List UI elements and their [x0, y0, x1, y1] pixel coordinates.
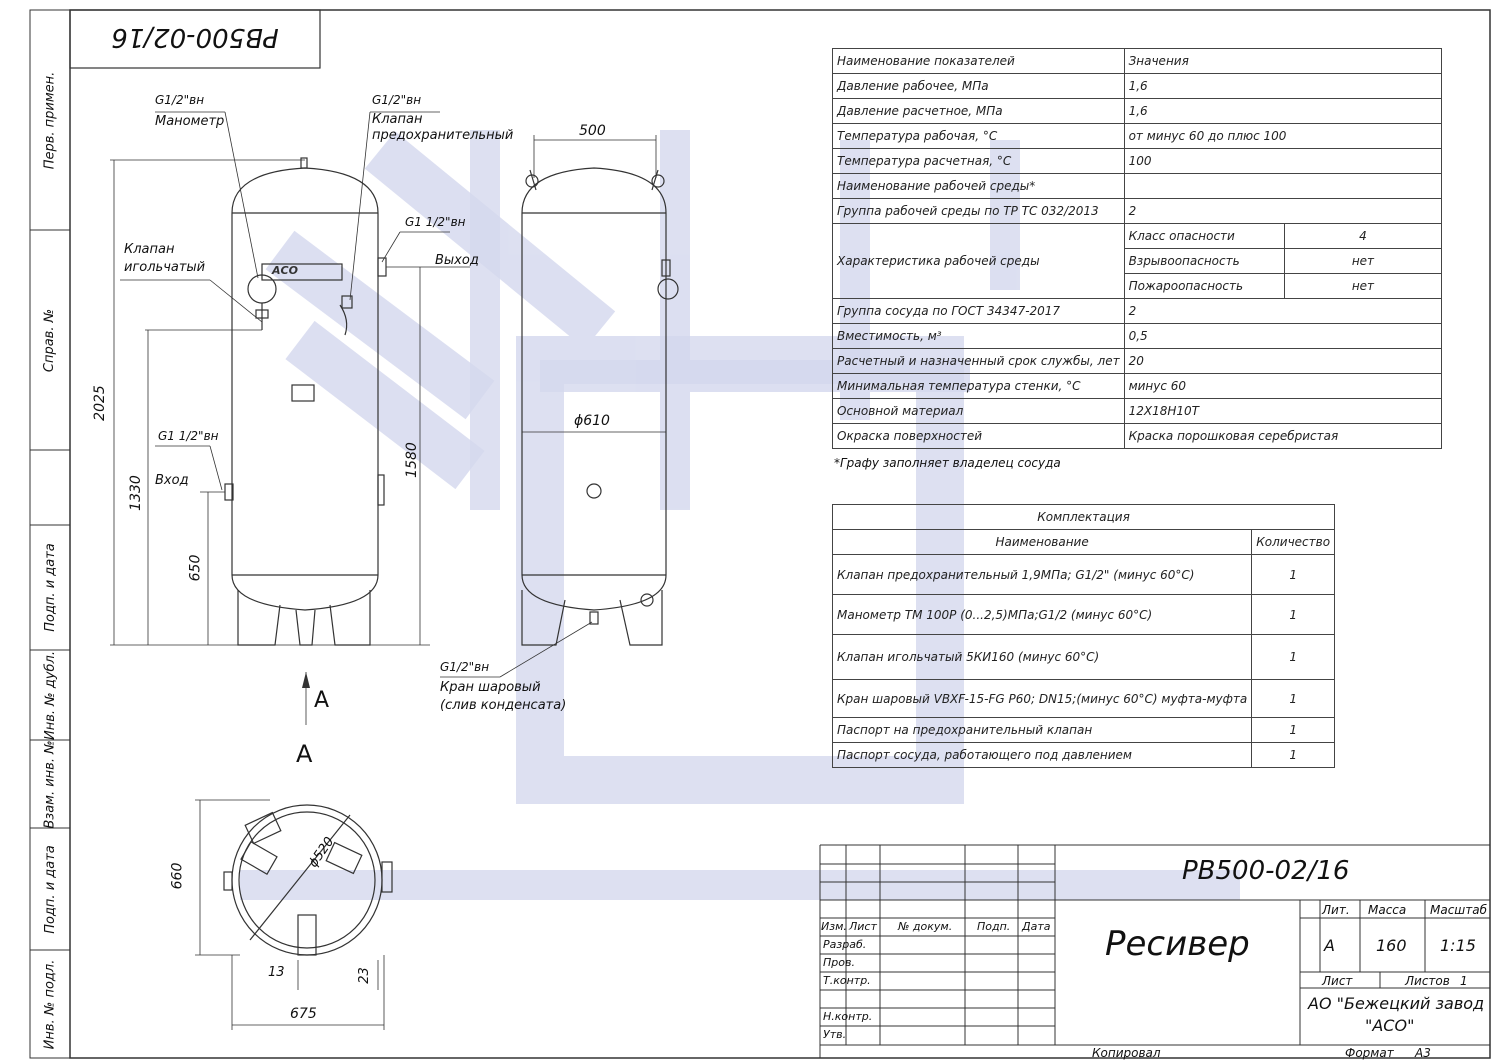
safety-valve-thread-label: G1/2"вн	[372, 93, 422, 107]
medium-value: нет	[1284, 249, 1441, 274]
table-row	[833, 555, 1335, 595]
dim-height-1580: 1580	[403, 442, 420, 478]
table-row	[833, 324, 1442, 349]
table-row	[833, 174, 1442, 199]
kit-item-qty: 1	[1252, 718, 1335, 743]
sidebar-cell-sign-date-1: Подп. и дата	[42, 543, 58, 632]
sidebar-cell-dup-inv: Инв. № дубл.	[42, 650, 58, 740]
title-part-name: Ресивер	[1105, 924, 1250, 964]
spec-name: Наименование показателей	[833, 49, 1125, 74]
dim-plan-23: 23	[356, 967, 372, 984]
tb-role-tech-control: Т.контр.	[823, 974, 871, 987]
kit-item-name: Паспорт сосуда, работающего под давлением	[833, 743, 1252, 768]
spec-value: минус 60	[1124, 374, 1441, 399]
manometer-thread-label: G1/2"вн	[155, 93, 205, 107]
table-row	[833, 124, 1442, 149]
kit-header-name: Наименование	[833, 530, 1252, 555]
spec-value: Краска порошковая серебристая	[1124, 424, 1441, 449]
kit-item-name: Манометр ТМ 100Р (0...2,5)МПа;G1/2 (минус 60°С)	[833, 595, 1252, 635]
spec-value: Значения	[1124, 49, 1441, 74]
tb-col-sign: Подп.	[977, 920, 1011, 933]
drain-valve-label-1: Кран шаровый	[440, 680, 541, 695]
spec-value: 1,6	[1124, 74, 1441, 99]
spec-name: Группа рабочей среды по ТР ТС 032/2013	[833, 199, 1125, 224]
medium-value: 4	[1284, 224, 1441, 249]
view-a-arrow-label: A	[314, 688, 330, 713]
table-row	[833, 399, 1442, 424]
view-a-title: A	[296, 740, 313, 768]
table-row	[833, 530, 1335, 555]
tb-col-doc: № докум.	[898, 920, 953, 933]
sidebar-cell-first-use: Перв. примен.	[42, 71, 58, 169]
spec-name: Наименование рабочей среды*	[833, 174, 1125, 199]
kit-item-qty: 1	[1252, 595, 1335, 635]
dim-plan-13: 13	[268, 965, 285, 980]
table-row	[833, 595, 1335, 635]
kit-item-qty: 1	[1252, 680, 1335, 718]
table-row	[833, 349, 1442, 374]
drain-thread-label: G1/2"вн	[440, 660, 490, 674]
tb-scale-value: 1:15	[1440, 936, 1476, 955]
medium-value: нет	[1284, 274, 1441, 299]
tb-mass-label: Масса	[1368, 903, 1407, 917]
safety-valve-label-1: Клапан	[372, 112, 423, 127]
kit-header-qty: Количество	[1252, 530, 1335, 555]
tb-sheet-label: Лист	[1322, 974, 1353, 988]
outlet-thread-label: G1 1/2"вн	[405, 215, 466, 229]
dim-height-1330: 1330	[127, 475, 144, 511]
safety-valve-label-2: предохранительный	[372, 128, 514, 143]
table-row	[833, 74, 1442, 99]
spec-value: 2	[1124, 299, 1441, 324]
kit-item-qty: 1	[1252, 743, 1335, 768]
drain-valve-label-2: (слив конденсата)	[440, 698, 567, 713]
dim-plan-660: 660	[169, 862, 186, 890]
needle-valve-label-1: Клапан	[124, 242, 175, 257]
spec-name: Минимальная температура стенки, °С	[833, 374, 1125, 399]
dim-width-500: 500	[579, 123, 606, 139]
tb-role-approved: Утв.	[823, 1028, 847, 1041]
sidebar-cell-reference: Справ. №	[42, 308, 58, 372]
kit-item-name: Клапан игольчатый 5КИ160 (минус 60°С)	[833, 635, 1252, 680]
spec-name: Расчетный и назначенный срок службы, лет	[833, 349, 1125, 374]
dim-diameter-610: ϕ610	[574, 413, 610, 429]
title-drawing-number: PB500-02/16	[1182, 856, 1350, 886]
medium-param: Пожароопасность	[1124, 274, 1284, 299]
spec-value: 20	[1124, 349, 1441, 374]
dim-plan-diameter-520: ϕ520	[305, 834, 338, 871]
spec-name: Температура рабочая, °С	[833, 124, 1125, 149]
spec-table	[832, 48, 1442, 449]
table-row	[833, 199, 1442, 224]
tb-company-line1: АО "Бежецкий завод	[1308, 994, 1485, 1013]
spec-name: Давление рабочее, МПа	[833, 74, 1125, 99]
manometer-label: Манометр	[155, 114, 225, 129]
drawing-number-rotated: PB500-02/16	[111, 22, 279, 52]
tb-role-norm-control: Н.контр.	[823, 1010, 873, 1023]
table-row	[833, 49, 1442, 74]
table-row	[833, 424, 1442, 449]
inlet-thread-label: G1 1/2"вн	[158, 429, 219, 443]
kit-item-qty: 1	[1252, 635, 1335, 680]
dim-plan-675: 675	[290, 1006, 317, 1022]
table-row	[833, 505, 1335, 530]
spec-name: Давление расчетное, МПа	[833, 99, 1125, 124]
table-row	[833, 149, 1442, 174]
spec-value: 100	[1124, 149, 1441, 174]
dim-height-2025: 2025	[91, 385, 108, 421]
spec-value	[1124, 174, 1441, 199]
table-row	[833, 99, 1442, 124]
tb-lit-label: Лит.	[1322, 903, 1350, 917]
medium-label: Характеристика рабочей среды	[833, 224, 1125, 299]
tb-copied: Копировал	[1092, 1046, 1161, 1060]
spec-value: от минус 60 до плюс 100	[1124, 124, 1441, 149]
table-row	[833, 299, 1442, 324]
table-row	[833, 374, 1442, 399]
medium-param: Класс опасности	[1124, 224, 1284, 249]
sidebar-cell-sign-date-2: Подп. и дата	[42, 844, 58, 934]
spec-name: Температура расчетная, °С	[833, 149, 1125, 174]
kit-title: Комплектация	[833, 505, 1335, 530]
spec-value: 12Х18Н10Т	[1124, 399, 1441, 424]
tb-role-developer: Разраб.	[823, 938, 867, 951]
kit-item-name: Паспорт на предохранительный клапан	[833, 718, 1252, 743]
dim-height-650: 650	[187, 554, 204, 582]
spec-value: 0,5	[1124, 324, 1441, 349]
tb-sheets-value: 1	[1460, 974, 1468, 988]
kit-table	[832, 504, 1335, 768]
tb-col-change: Изм.	[821, 920, 847, 933]
tb-company-line2: "АСО"	[1365, 1016, 1415, 1035]
spec-name: Окраска поверхностей	[833, 424, 1125, 449]
inlet-label: Вход	[155, 473, 189, 488]
kit-item-qty: 1	[1252, 555, 1335, 595]
outlet-label: Выход	[435, 253, 479, 268]
medium-param: Взрывоопасность	[1124, 249, 1284, 274]
spec-name: Группа сосуда по ГОСТ 34347-2017	[833, 299, 1125, 324]
sidebar-cell-orig-inv: Инв. № подл.	[42, 959, 58, 1049]
tb-lit-value: А	[1324, 936, 1335, 955]
tb-sheets-label: Листов	[1405, 974, 1450, 988]
table-row	[833, 635, 1335, 680]
aco-logo: АСО	[272, 264, 298, 277]
tb-mass-value: 160	[1376, 936, 1407, 955]
needle-valve-label-2: игольчатый	[124, 260, 206, 275]
tb-col-sheet: Лист	[849, 920, 877, 933]
table-row	[833, 743, 1335, 768]
kit-item-name: Клапан предохранительный 1,9МПа; G1/2" (минус 60°С)	[833, 555, 1252, 595]
table-row	[833, 680, 1335, 718]
table-row	[833, 224, 1442, 249]
spec-name: Основной материал	[833, 399, 1125, 424]
spec-value: 1,6	[1124, 99, 1441, 124]
table-row	[833, 718, 1335, 743]
spec-value: 2	[1124, 199, 1441, 224]
sidebar-cell-replace-inv: Взам. инв. №	[42, 739, 58, 829]
tb-format-value: А3	[1415, 1046, 1431, 1060]
tb-col-date: Дата	[1022, 920, 1051, 933]
tb-scale-label: Масштаб	[1430, 903, 1488, 917]
tb-format-label: Формат	[1345, 1046, 1394, 1060]
spec-name: Вместимость, м³	[833, 324, 1125, 349]
tb-role-checker: Пров.	[823, 956, 855, 969]
kit-item-name: Кран шаровый VBXF-15-FG P60; DN15;(минус 60°С) муфта-муфта	[833, 680, 1252, 718]
spec-footnote: *Графу заполняет владелец сосуда	[834, 456, 1061, 470]
